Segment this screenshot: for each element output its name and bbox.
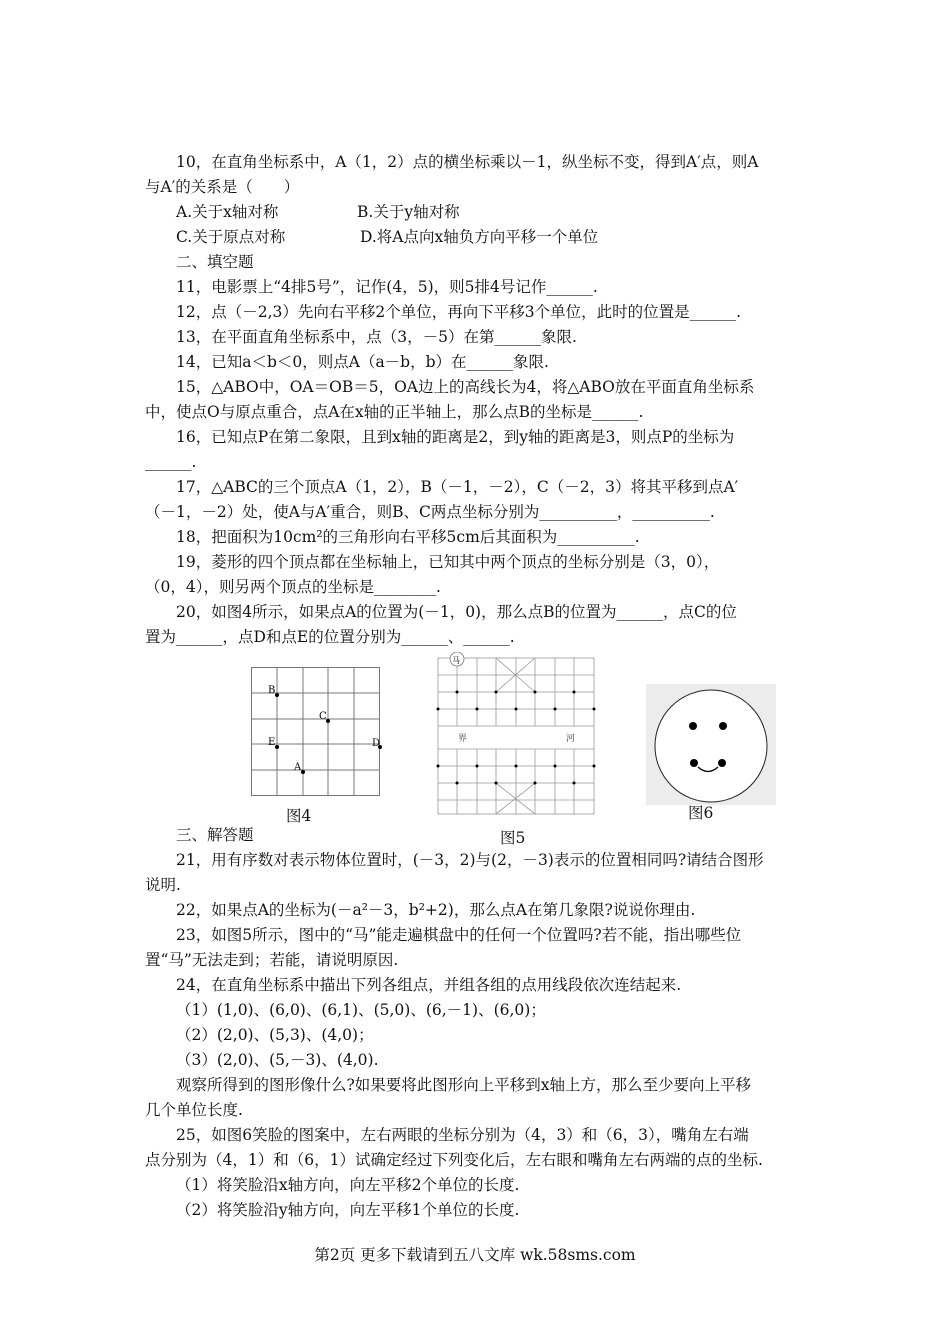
q10-option-b: B.关于y轴对称 [357, 203, 460, 221]
q21-line2: 说明. [145, 876, 181, 894]
label-b: B [268, 685, 276, 696]
q19-line2: （0，4），则另两个顶点的坐标是________. [145, 578, 441, 596]
horse-label: 马 [452, 656, 460, 665]
q14: 14，已知a＜b＜0，则点A（a－b，b）在______象限. [176, 353, 549, 371]
figure-5-caption: 图5 [500, 829, 526, 847]
q25-line2: 点分别为（4，1）和（6，1）试确定经过下列变化后，左右眼和嘴角左右两端的点的坐标. [145, 1151, 763, 1169]
q23-line1: 23，如图5所示，图中的“马”能走遍棋盘中的任何一个位置吗?若不能，指出哪些位 [176, 926, 742, 944]
q10-option-c: C.关于原点对称 [176, 228, 286, 246]
q10-line1: 10，在直角坐标系中，A（1，2）点的横坐标乘以－1，纵坐标不变，得到A′点，则A [176, 153, 759, 171]
left-eye [689, 722, 697, 730]
q17-line1: 17，△ABC的三个顶点A（1，2），B（－1，－2），C（－2，3）将其平移到点A′ [176, 478, 739, 496]
q25-line1: 25，如图6笑脸的图案中，左右两眼的坐标分别为（4，3）和（6，3），嘴角左右端 [176, 1126, 749, 1144]
q10-option-a: A.关于x轴对称 [176, 203, 279, 221]
point-e [275, 745, 279, 749]
q23-line2: 置“马”无法走到；若能，请说明原因. [145, 951, 399, 969]
section-fill-heading: 二、填空题 [176, 253, 254, 271]
figure-4-grid [248, 664, 384, 800]
right-eye [719, 722, 727, 730]
q12: 12，点（－2,3）先向右平移2个单位，再向下平移3个单位，此时的位置是______. [176, 303, 742, 321]
river-right-label: 河 [566, 734, 576, 744]
q20-line2: 置为______，点D和点E的位置分别为______、______. [145, 628, 515, 646]
q10-line2: 与A′的关系是（ ） [145, 178, 300, 196]
q18: 18，把面积为10cm²的三角形向右平移5cm后其面积为__________. [176, 528, 640, 546]
q13: 13，在平面直角坐标系中，点（3，－5）在第______象限. [176, 328, 577, 346]
label-a: A [294, 762, 302, 773]
q16-line2: ______. [145, 453, 197, 471]
river-left-label: 界 [458, 734, 468, 744]
section-solve-heading: 三、解答题 [176, 826, 254, 844]
q17-line2: （－1，－2）处，使A与A′重合，则B、C两点坐标分别为__________，__________. [145, 503, 715, 521]
figure-6-smiley [646, 684, 776, 805]
figure-6-caption: 图6 [688, 804, 714, 822]
figure-4-caption: 图4 [286, 807, 312, 825]
q20-line1: 20，如图4所示，如果点A的位置为(－1，0)，那么点B的位置为______，点C的位 [176, 603, 737, 621]
q24-group1: （1）(1,0)、(6,0)、(6,1)、(5,0)、(6,－1)、(6,0)； [176, 1001, 546, 1019]
q25-part2: （2）将笑脸沿y轴方向，向左平移1个单位的长度. [176, 1201, 520, 1219]
q24-question-line1: 观察所得到的图形像什么?如果要将此图形向上平移到x轴上方，那么至少要向上平移 [176, 1076, 752, 1094]
q16-line1: 16，已知点P在第二象限，且到x轴的距离是2，到y轴的距离是3，则点P的坐标为 [176, 428, 735, 446]
q11: 11，电影票上“4排5号”，记作(4，5)，则5排4号记作______. [176, 278, 598, 296]
q15-line1: 15，△ABO中，OA＝OB＝5，OA边上的高线长为4，将△ABO放在平面直角坐标系 [176, 378, 755, 396]
mouth-right-corner [718, 759, 726, 767]
page-footer: 第2页 更多下载请到五八文库 wk.58sms.com [314, 1246, 636, 1264]
q24-question-line2: 几个单位长度. [145, 1101, 243, 1119]
label-e: E [268, 737, 276, 748]
q21-line1: 21，用有序数对表示物体位置时，(－3，2)与(2，－3)表示的位置相同吗?请结合图形 [176, 851, 764, 869]
figure-5-chessboard [434, 652, 598, 816]
q22: 22，如果点A的坐标为(－a²－3，b²+2)，那么点A在第几象限?说说你理由. [176, 901, 696, 919]
q10-option-d: D.将A点向x轴负方向平移一个单位 [360, 228, 599, 246]
q15-line2: 中，使点O与原点重合，点A在x轴的正半轴上，那么点B的坐标是______. [145, 403, 644, 421]
q19-line1: 19，菱形的四个顶点都在坐标轴上，已知其中两个顶点的坐标分别是（3，0）， [176, 553, 720, 571]
q24-group3: （3）(2,0)、(5,－3)、(4,0). [176, 1051, 379, 1069]
point-a [301, 770, 305, 774]
point-b [275, 693, 279, 697]
label-d: D [372, 738, 381, 749]
q24-line1: 24，在直角坐标系中描出下列各组点，并组各组的点用线段依次连结起来. [176, 976, 682, 994]
mouth-left-corner [690, 759, 698, 767]
q24-group2: （2）(2,0)、(5,3)、(4,0)； [176, 1026, 374, 1044]
label-c: C [319, 711, 327, 722]
q25-part1: （1）将笑脸沿x轴方向，向左平移2个单位的长度. [176, 1176, 520, 1194]
